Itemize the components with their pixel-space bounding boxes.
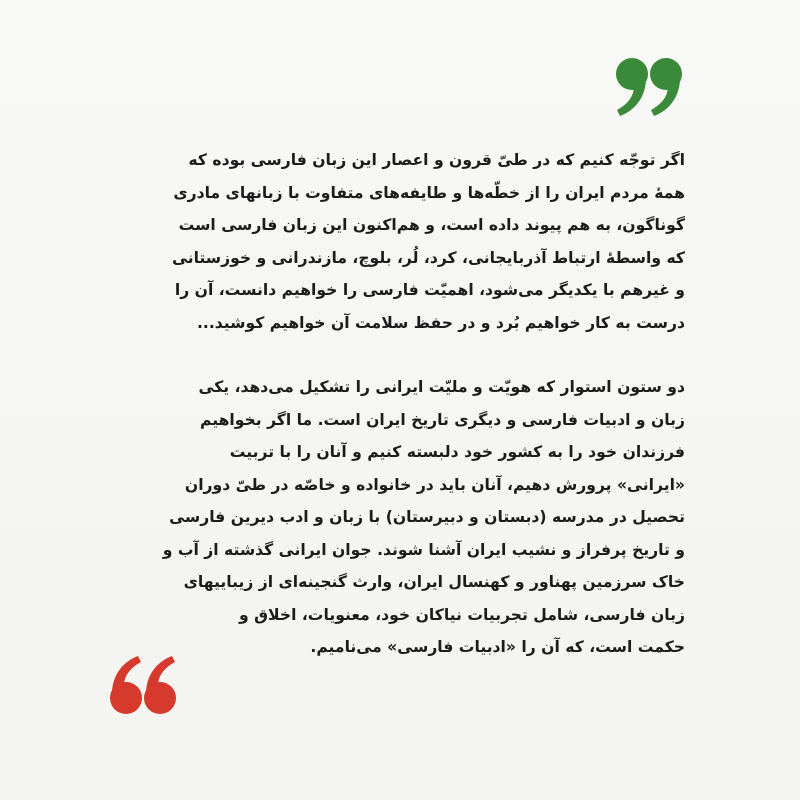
- text-line: همهٔ مردم ایران را از خطّه‌ها و طایفه‌های متفاوت با زبانهای مادری: [173, 183, 685, 202]
- text-line: تحصیل در مدرسه (دبستان و دبیرستان) با زبان و ادب دیرین فارسی: [169, 508, 685, 526]
- text-line: درست به کار خواهیم بُرد و در حفظ سلامت آن خواهیم کوشید...: [197, 313, 685, 332]
- text-line: فرزندان خود را به کشور خود دلبسته کنیم و آنان را با تربیت: [229, 443, 685, 461]
- paragraph-1: [145, 144, 685, 339]
- text-line: زبان و ادبیات فارسی و دیگری تاریخ ایران است. ما اگر بخواهیم: [200, 410, 685, 429]
- text-line: گوناگون، به هم پیوند داده است، و هم‌اکنون این زبان فارسی است: [178, 216, 685, 234]
- text-line: زبان فارسی، شامل تجربیات نیاکان خود، معنویات، اخلاق و: [238, 605, 685, 624]
- paragraph-2: [145, 371, 685, 664]
- text-line: «ایرانی» پرورش دهیم، آنان باید در خانواده و خاصّه در طیّ دوران: [184, 475, 685, 494]
- text-line: دو ستون استوار که هویّت و ملیّت ایرانی را تشکیل می‌دهد، یکی: [198, 378, 685, 396]
- quote-open-icon: [612, 52, 692, 122]
- text-line: حکمت است، که آن را «ادبیات فارسی» می‌نامیم.: [310, 638, 685, 656]
- text-line: اگر توجّه کنیم که در طیّ قرون و اعصار این زبان فارسی بوده که: [188, 151, 685, 169]
- text-line: خاک سرزمین پهناور و کهنسال ایران، وارث گنجینه‌ای از زیباییهای: [183, 573, 685, 591]
- text-line: و تاریخ پرفراز و نشیب ایران آشنا شوند. جوان ایرانی گذشته از آب و: [162, 540, 685, 559]
- text-line: و غیرهم با یکدیگر می‌شود، اهمیّت فارسی را خواهیم دانست، آن را: [174, 281, 685, 299]
- text-line: که واسطهٔ ارتباط آذربایجانی، کرد، لُر، بلوچ، مازندرانی و خوزستانی: [171, 248, 685, 267]
- quote-close-icon: [100, 650, 180, 720]
